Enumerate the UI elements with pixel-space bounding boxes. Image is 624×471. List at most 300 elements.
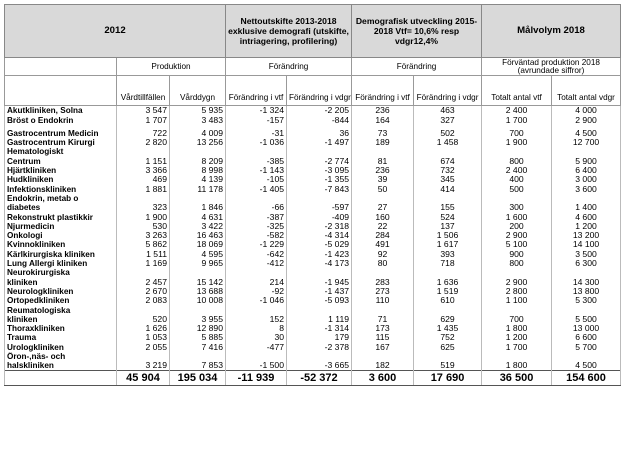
cell-net-vdgr: -5 029 <box>287 240 352 249</box>
cell-demo-vtf <box>352 194 414 203</box>
row-name: Endokrin, metab o <box>5 194 117 203</box>
row-name: Njurmedicin <box>5 222 117 231</box>
row-name: Trauma <box>5 333 117 342</box>
row-name: Centrum <box>5 156 117 165</box>
cell-demo-vtf: 73 <box>352 129 414 138</box>
cell-vdgr <box>170 194 226 203</box>
cell-target-vtf: 1 600 <box>482 212 552 221</box>
cell-net-vtf: 8 <box>226 324 287 333</box>
cell-vtf: 520 <box>117 315 170 324</box>
cell-net-vtf: -157 <box>226 115 287 124</box>
table-row <box>5 166 621 175</box>
cell-vdgr: 3 483 <box>170 115 226 124</box>
cell-target-vtf: 400 <box>482 175 552 184</box>
cell-net-vtf: 214 <box>226 277 287 286</box>
cell-vdgr: 3 955 <box>170 315 226 324</box>
cell-demo-vdgr <box>414 268 482 277</box>
cell-net-vdgr: -2 205 <box>287 106 352 116</box>
totals-row <box>5 371 621 386</box>
cell-target-vdgr: 4 000 <box>552 106 621 116</box>
cell-vdgr: 16 463 <box>170 231 226 240</box>
cell-net-vtf: -1 229 <box>226 240 287 249</box>
cell-vdgr: 18 069 <box>170 240 226 249</box>
cell-vtf: 2 083 <box>117 296 170 305</box>
cell-demo-vtf <box>352 268 414 277</box>
cell-demo-vdgr: 732 <box>414 166 482 175</box>
table-row <box>5 222 621 231</box>
cell-net-vdgr: -3 665 <box>287 361 352 371</box>
cell-net-vdgr: 36 <box>287 129 352 138</box>
cell-demo-vdgr: 718 <box>414 259 482 268</box>
cell-demo-vdgr <box>414 194 482 203</box>
cell-net-vdgr: -4 173 <box>287 259 352 268</box>
cell-target-vtf: 2 800 <box>482 287 552 296</box>
cell-demo-vdgr: 524 <box>414 212 482 221</box>
cell-target-vdgr: 3 000 <box>552 175 621 184</box>
cell-target-vdgr: 14 300 <box>552 277 621 286</box>
cell-demo-vdgr: 625 <box>414 342 482 351</box>
row-name: halskliniken <box>5 361 117 371</box>
cell-target-vdgr: 6 600 <box>552 333 621 342</box>
row-name: Hudkliniken <box>5 175 117 184</box>
table-row <box>5 203 621 212</box>
row-name: Kvinnokliniken <box>5 240 117 249</box>
cell-net-vtf: 30 <box>226 333 287 342</box>
cell-vdgr: 1 846 <box>170 203 226 212</box>
col-header-total-vtf: Totalt antal vtf <box>482 76 552 106</box>
col-header-net-vtf: Förändring i vtf <box>226 76 287 106</box>
cell-target-vtf: 2 900 <box>482 277 552 286</box>
cell-target-vdgr: 5 900 <box>552 156 621 165</box>
cell-vtf: 5 862 <box>117 240 170 249</box>
cell-vtf: 1 053 <box>117 333 170 342</box>
cell-demo-vdgr: 345 <box>414 175 482 184</box>
cell-demo-vtf: 27 <box>352 203 414 212</box>
cell-demo-vtf: 167 <box>352 342 414 351</box>
cell-demo-vdgr: 1 617 <box>414 240 482 249</box>
cell-net-vdgr: -597 <box>287 203 352 212</box>
cell-target-vdgr: 4 500 <box>552 129 621 138</box>
cell-demo-vtf: 236 <box>352 106 414 116</box>
cell-vtf: 1 511 <box>117 249 170 258</box>
table-row <box>5 249 621 258</box>
cell-demo-vtf: 491 <box>352 240 414 249</box>
header-row-columns <box>5 76 621 106</box>
table-row <box>5 184 621 193</box>
cell-demo-vdgr: 1 458 <box>414 138 482 147</box>
cell-demo-vdgr <box>414 305 482 314</box>
cell-vtf: 2 670 <box>117 287 170 296</box>
cell-net-vtf <box>226 147 287 156</box>
cell-vtf: 2 820 <box>117 138 170 147</box>
cell-net-vtf: -412 <box>226 259 287 268</box>
col-header-vdgr: Vårddygn <box>170 76 226 106</box>
cell-target-vtf: 2 400 <box>482 166 552 175</box>
cell-net-vtf: -325 <box>226 222 287 231</box>
cell-target-vtf: 1 200 <box>482 333 552 342</box>
cell-vdgr: 7 416 <box>170 342 226 351</box>
cell-demo-vdgr: 610 <box>414 296 482 305</box>
subheader-change-demo: Förändring <box>352 58 482 76</box>
row-name: Rekonstrukt plastikkir <box>5 212 117 221</box>
cell-net-vtf: -66 <box>226 203 287 212</box>
total-target-vdgr: 154 600 <box>552 371 621 386</box>
cell-demo-vdgr: 1 435 <box>414 324 482 333</box>
cell-vtf: 722 <box>117 129 170 138</box>
cell-vdgr: 8 998 <box>170 166 226 175</box>
cell-net-vdgr: -4 314 <box>287 231 352 240</box>
row-name: Gastrocentrum Medicin <box>5 129 117 138</box>
cell-net-vdgr: -1 423 <box>287 249 352 258</box>
cell-vtf: 1 707 <box>117 115 170 124</box>
col-header-demo-vtf: Förändring i vtf <box>352 76 414 106</box>
table-row <box>5 156 621 165</box>
cell-target-vtf: 1 700 <box>482 342 552 351</box>
cell-demo-vdgr <box>414 147 482 156</box>
cell-vtf: 2 457 <box>117 277 170 286</box>
total-net-vdgr: -52 372 <box>287 371 352 386</box>
cell-vdgr: 4 631 <box>170 212 226 221</box>
cell-target-vdgr: 3 600 <box>552 184 621 193</box>
cell-net-vtf: -92 <box>226 287 287 296</box>
row-name: Gastrocentrum Kirurgi <box>5 138 117 147</box>
row-name: kliniken <box>5 315 117 324</box>
cell-demo-vdgr: 519 <box>414 361 482 371</box>
cell-vdgr <box>170 352 226 361</box>
total-net-vtf: -11 939 <box>226 371 287 386</box>
row-name: Reumatologiska <box>5 305 117 314</box>
row-name: Hjärtkliniken <box>5 166 117 175</box>
cell-net-vdgr: -844 <box>287 115 352 124</box>
header-net-change: Nettoutskifte 2013-2018 exklusive demografi (utskifte, intriagering, profilering) <box>226 5 352 58</box>
cell-demo-vtf: 284 <box>352 231 414 240</box>
cell-vtf: 2 055 <box>117 342 170 351</box>
cell-target-vdgr: 13 800 <box>552 287 621 296</box>
row-name: Neurologkliniken <box>5 287 117 296</box>
total-target-vtf: 36 500 <box>482 371 552 386</box>
cell-vdgr: 5 885 <box>170 333 226 342</box>
cell-net-vdgr <box>287 147 352 156</box>
cell-net-vtf: -1 324 <box>226 106 287 116</box>
cell-demo-vtf <box>352 305 414 314</box>
table-row <box>5 231 621 240</box>
cell-vtf: 469 <box>117 175 170 184</box>
cell-target-vdgr: 13 000 <box>552 324 621 333</box>
cell-demo-vtf: 236 <box>352 166 414 175</box>
header-demography: Demografisk utveckling 2015-2018 Vtf= 10,6% resp vdgr12,4% <box>352 5 482 58</box>
cell-target-vtf <box>482 268 552 277</box>
cell-net-vdgr: -1 314 <box>287 324 352 333</box>
cell-target-vdgr: 6 400 <box>552 166 621 175</box>
table-row <box>5 333 621 342</box>
cell-vdgr: 4 595 <box>170 249 226 258</box>
table-row <box>5 259 621 268</box>
cell-vtf: 1 169 <box>117 259 170 268</box>
total-vtf: 45 904 <box>117 371 170 386</box>
cell-net-vtf: -105 <box>226 175 287 184</box>
row-name: Bröst o Endokrin <box>5 115 117 124</box>
cell-vdgr: 10 008 <box>170 296 226 305</box>
row-name: Onkologi <box>5 231 117 240</box>
cell-target-vdgr <box>552 268 621 277</box>
row-name: Hematologiskt <box>5 147 117 156</box>
cell-demo-vtf: 189 <box>352 138 414 147</box>
row-name: kliniken <box>5 277 117 286</box>
cell-demo-vdgr: 674 <box>414 156 482 165</box>
cell-target-vdgr: 1 400 <box>552 203 621 212</box>
cell-target-vtf: 1 800 <box>482 324 552 333</box>
cell-target-vtf: 1 700 <box>482 115 552 124</box>
cell-vtf: 1 900 <box>117 212 170 221</box>
cell-target-vtf: 500 <box>482 184 552 193</box>
cell-vtf: 530 <box>117 222 170 231</box>
cell-demo-vtf: 283 <box>352 277 414 286</box>
cell-net-vdgr: -3 095 <box>287 166 352 175</box>
cell-target-vtf: 800 <box>482 156 552 165</box>
cell-demo-vtf: 115 <box>352 333 414 342</box>
cell-vdgr: 12 890 <box>170 324 226 333</box>
cell-net-vdgr: -2 378 <box>287 342 352 351</box>
table-row <box>5 194 621 203</box>
cell-vtf: 1 881 <box>117 184 170 193</box>
cell-net-vdgr: -2 774 <box>287 156 352 165</box>
cell-vdgr: 4 139 <box>170 175 226 184</box>
cell-demo-vtf: 22 <box>352 222 414 231</box>
cell-net-vtf: -477 <box>226 342 287 351</box>
cell-demo-vtf: 110 <box>352 296 414 305</box>
cell-demo-vtf: 39 <box>352 175 414 184</box>
row-name: Lung Allergi kliniken <box>5 259 117 268</box>
cell-net-vdgr: -1 437 <box>287 287 352 296</box>
cell-net-vtf: -385 <box>226 156 287 165</box>
cell-net-vtf <box>226 268 287 277</box>
cell-net-vtf: 152 <box>226 315 287 324</box>
row-name: Öron-,näs- och <box>5 352 117 361</box>
table-row <box>5 361 621 371</box>
cell-demo-vtf: 92 <box>352 249 414 258</box>
cell-target-vtf <box>482 352 552 361</box>
total-demo-vtf: 3 600 <box>352 371 414 386</box>
total-vdgr: 195 034 <box>170 371 226 386</box>
cell-target-vdgr: 2 900 <box>552 115 621 124</box>
cell-net-vtf: -1 036 <box>226 138 287 147</box>
table-row <box>5 147 621 156</box>
cell-target-vdgr <box>552 352 621 361</box>
cell-net-vdgr: -7 843 <box>287 184 352 193</box>
table-row <box>5 212 621 221</box>
cell-target-vdgr: 5 500 <box>552 315 621 324</box>
cell-target-vdgr: 3 500 <box>552 249 621 258</box>
cell-target-vdgr: 12 700 <box>552 138 621 147</box>
cell-vdgr: 3 422 <box>170 222 226 231</box>
cell-target-vdgr: 5 700 <box>552 342 621 351</box>
cell-demo-vtf: 81 <box>352 156 414 165</box>
cell-demo-vdgr: 137 <box>414 222 482 231</box>
col-header-demo-vdgr: Förändring i vdgr <box>414 76 482 106</box>
cell-demo-vtf <box>352 352 414 361</box>
subheader-change-net: Förändring <box>226 58 352 76</box>
cell-target-vtf: 300 <box>482 203 552 212</box>
cell-net-vtf: -1 405 <box>226 184 287 193</box>
cell-target-vtf: 2 900 <box>482 231 552 240</box>
header-row-sub <box>5 58 621 76</box>
cell-demo-vtf: 182 <box>352 361 414 371</box>
col-header-vtf: Vårdtillfällen <box>117 76 170 106</box>
cell-target-vdgr <box>552 194 621 203</box>
cell-target-vdgr: 13 200 <box>552 231 621 240</box>
table-row <box>5 115 621 124</box>
cell-target-vtf <box>482 147 552 156</box>
table-row <box>5 240 621 249</box>
cell-vtf: 3 547 <box>117 106 170 116</box>
cell-vdgr <box>170 268 226 277</box>
cell-demo-vtf: 80 <box>352 259 414 268</box>
cell-demo-vdgr: 1 636 <box>414 277 482 286</box>
cell-demo-vdgr: 327 <box>414 115 482 124</box>
cell-net-vtf: -1 500 <box>226 361 287 371</box>
cell-vtf <box>117 305 170 314</box>
cell-vtf: 1 151 <box>117 156 170 165</box>
cell-vdgr: 4 009 <box>170 129 226 138</box>
table-body <box>5 106 621 371</box>
table-row <box>5 315 621 324</box>
cell-demo-vdgr <box>414 352 482 361</box>
cell-vtf <box>117 147 170 156</box>
cell-vdgr: 11 178 <box>170 184 226 193</box>
cell-target-vtf: 700 <box>482 129 552 138</box>
row-name: Kärlkirurgiska kliniken <box>5 249 117 258</box>
header-target-volume: Målvolym 2018 <box>482 5 621 58</box>
cell-vtf: 3 219 <box>117 361 170 371</box>
table-row <box>5 296 621 305</box>
cell-net-vdgr: 1 119 <box>287 315 352 324</box>
cell-vdgr: 13 256 <box>170 138 226 147</box>
row-name: Neurokirurgiska <box>5 268 117 277</box>
cell-net-vtf: -387 <box>226 212 287 221</box>
cell-demo-vdgr: 1 506 <box>414 231 482 240</box>
cell-target-vdgr: 1 200 <box>552 222 621 231</box>
table-row <box>5 268 621 277</box>
cell-vtf <box>117 352 170 361</box>
cell-vtf <box>117 194 170 203</box>
total-demo-vdgr: 17 690 <box>414 371 482 386</box>
cell-demo-vdgr: 502 <box>414 129 482 138</box>
cell-demo-vtf: 164 <box>352 115 414 124</box>
cell-target-vdgr <box>552 147 621 156</box>
row-name: Ortopedkliniken <box>5 296 117 305</box>
cell-vtf: 323 <box>117 203 170 212</box>
cell-demo-vdgr: 1 519 <box>414 287 482 296</box>
cell-net-vdgr: -1 945 <box>287 277 352 286</box>
cell-target-vdgr: 6 300 <box>552 259 621 268</box>
cell-demo-vdgr: 463 <box>414 106 482 116</box>
cell-net-vdgr: -1 497 <box>287 138 352 147</box>
cell-target-vdgr: 5 300 <box>552 296 621 305</box>
cell-target-vtf: 1 800 <box>482 361 552 371</box>
table-row <box>5 106 621 116</box>
table-row <box>5 175 621 184</box>
cell-net-vdgr: -2 318 <box>287 222 352 231</box>
cell-demo-vtf: 273 <box>352 287 414 296</box>
cell-net-vdgr <box>287 305 352 314</box>
col-header-net-vdgr: Förändring i vdgr <box>287 76 352 106</box>
cell-net-vtf: -1 046 <box>226 296 287 305</box>
row-name: Infektionskliniken <box>5 184 117 193</box>
header-row-groups <box>5 5 621 58</box>
cell-demo-vtf: 71 <box>352 315 414 324</box>
cell-target-vtf: 900 <box>482 249 552 258</box>
cell-demo-vdgr: 752 <box>414 333 482 342</box>
cell-target-vdgr: 4 500 <box>552 361 621 371</box>
cell-demo-vdgr: 393 <box>414 249 482 258</box>
cell-net-vtf: -1 143 <box>226 166 287 175</box>
cell-target-vtf: 2 400 <box>482 106 552 116</box>
table-row <box>5 129 621 138</box>
cell-vdgr <box>170 147 226 156</box>
cell-vdgr: 8 209 <box>170 156 226 165</box>
cell-net-vdgr <box>287 268 352 277</box>
cell-vtf: 3 263 <box>117 231 170 240</box>
cell-target-vdgr: 4 600 <box>552 212 621 221</box>
row-name: Urologkliniken <box>5 342 117 351</box>
row-name: diabetes <box>5 203 117 212</box>
table-row <box>5 138 621 147</box>
subheader-expected: Förväntad produktion 2018 (avrundade siffror) <box>482 58 621 76</box>
cell-net-vtf: -582 <box>226 231 287 240</box>
table-row <box>5 305 621 314</box>
cell-vtf: 3 366 <box>117 166 170 175</box>
cell-demo-vdgr: 414 <box>414 184 482 193</box>
cell-vtf <box>117 268 170 277</box>
cell-demo-vtf <box>352 147 414 156</box>
cell-net-vdgr <box>287 352 352 361</box>
cell-target-vtf: 1 900 <box>482 138 552 147</box>
cell-net-vtf <box>226 194 287 203</box>
cell-target-vtf: 1 100 <box>482 296 552 305</box>
cell-target-vtf: 700 <box>482 315 552 324</box>
col-header-total-vdgr: Totalt antal vdgr <box>552 76 621 106</box>
row-name: Akutkliniken, Solna <box>5 106 117 116</box>
cell-vdgr: 7 853 <box>170 361 226 371</box>
header-year: 2012 <box>5 5 226 58</box>
row-name: Thoraxkliniken <box>5 324 117 333</box>
table-row <box>5 277 621 286</box>
cell-demo-vdgr: 155 <box>414 203 482 212</box>
cell-net-vdgr: 179 <box>287 333 352 342</box>
cell-net-vdgr: -409 <box>287 212 352 221</box>
cell-net-vdgr: -5 093 <box>287 296 352 305</box>
cell-demo-vdgr: 629 <box>414 315 482 324</box>
cell-target-vtf: 200 <box>482 222 552 231</box>
table-row <box>5 352 621 361</box>
cell-demo-vtf: 173 <box>352 324 414 333</box>
cell-net-vdgr <box>287 194 352 203</box>
cell-vdgr: 15 142 <box>170 277 226 286</box>
cell-vdgr: 5 935 <box>170 106 226 116</box>
cell-vdgr <box>170 305 226 314</box>
cell-net-vtf <box>226 305 287 314</box>
cell-target-vdgr <box>552 305 621 314</box>
table-row <box>5 324 621 333</box>
clinic-volume-table <box>4 4 621 386</box>
cell-net-vdgr: -1 355 <box>287 175 352 184</box>
cell-target-vdgr: 14 100 <box>552 240 621 249</box>
cell-target-vtf: 5 100 <box>482 240 552 249</box>
cell-demo-vtf: 50 <box>352 184 414 193</box>
cell-vdgr: 9 965 <box>170 259 226 268</box>
cell-net-vtf <box>226 352 287 361</box>
cell-net-vtf: -642 <box>226 249 287 258</box>
